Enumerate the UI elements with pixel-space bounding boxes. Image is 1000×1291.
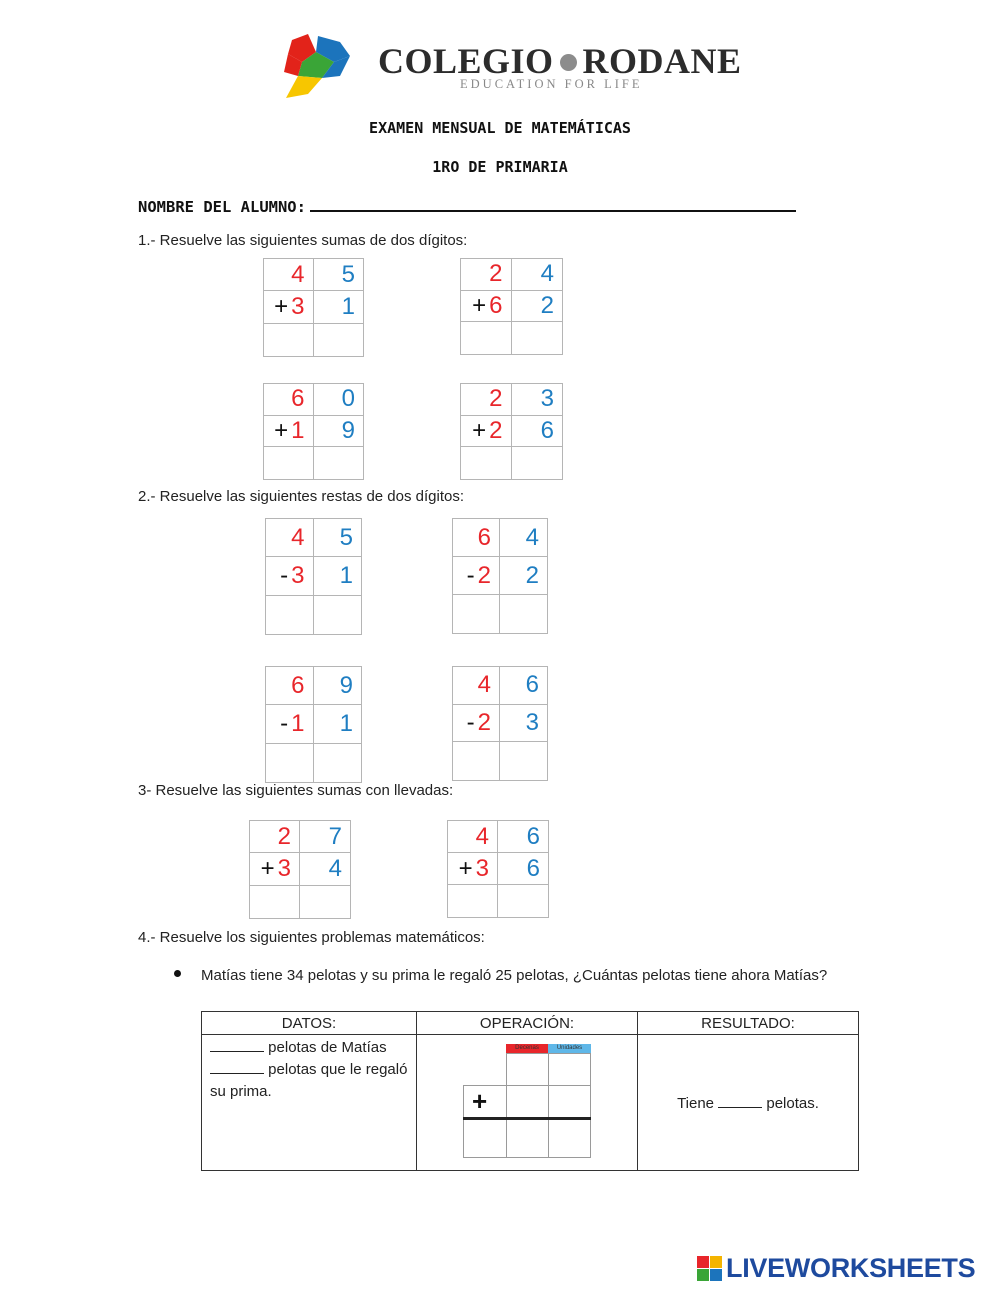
operator-sign: + xyxy=(472,416,487,444)
answer-tens-input[interactable] xyxy=(266,596,314,634)
problem-table xyxy=(201,1011,859,1171)
datos-cell xyxy=(202,1035,417,1171)
digit-units-top: 7 xyxy=(328,822,342,850)
tens-cell xyxy=(266,667,314,705)
student-name-input[interactable] xyxy=(310,196,796,212)
result-prefix: Tiene xyxy=(677,1095,715,1112)
op-cell[interactable] xyxy=(548,1053,591,1086)
units-cell xyxy=(300,853,350,885)
op-header-tens: Decenas xyxy=(506,1044,548,1053)
tens-cell xyxy=(461,259,512,291)
tens-cell xyxy=(250,853,300,885)
digit-tens-top: 2 xyxy=(489,385,503,413)
answer-tens-input[interactable] xyxy=(453,742,500,780)
answer-units-input[interactable] xyxy=(314,447,364,479)
operator-sign: + xyxy=(274,416,289,444)
digit-tens-top: 2 xyxy=(489,260,503,288)
units-cell xyxy=(314,519,362,557)
units-cell xyxy=(512,384,563,416)
tens-cell xyxy=(461,384,512,416)
digit-units-top: 9 xyxy=(339,671,353,699)
tens-cell xyxy=(264,416,314,448)
logo-dot-icon xyxy=(560,54,577,71)
operator-sign: - xyxy=(280,561,289,589)
digit-tens-bottom: 2 xyxy=(477,708,491,736)
op-cell[interactable] xyxy=(506,1053,549,1086)
digit-tens-bottom: 2 xyxy=(489,416,503,444)
units-cell xyxy=(314,291,364,323)
digit-tens-top: 4 xyxy=(477,671,491,699)
exam-title: EXAMEN MENSUAL DE MATEMÁTICAS xyxy=(369,119,631,137)
operator-sign: + xyxy=(458,854,473,882)
digit-tens-bottom: 2 xyxy=(477,561,491,589)
units-cell xyxy=(512,259,563,291)
digit-units-top: 5 xyxy=(341,260,355,288)
school-name: COLEGIO RODANE xyxy=(378,41,742,81)
tens-cell xyxy=(453,667,500,705)
digit-units-bottom: 4 xyxy=(328,854,342,882)
answer-tens-input[interactable] xyxy=(461,447,512,479)
op-cell[interactable] xyxy=(506,1085,549,1119)
digit-tens-top: 2 xyxy=(277,822,291,850)
problem-text: Matías tiene 34 pelotas y su prima le regaló 25 pelotas, ¿Cuántas pelotas tiene ahora Matías? xyxy=(201,967,828,984)
digit-tens-bottom: 1 xyxy=(291,416,305,444)
answer-tens-input[interactable] xyxy=(266,744,314,782)
datos-text-1: pelotas de Matías xyxy=(268,1039,387,1056)
units-cell xyxy=(500,557,547,595)
digit-tens-top: 4 xyxy=(291,523,305,551)
digit-units-bottom: 6 xyxy=(526,854,540,882)
tens-cell xyxy=(266,519,314,557)
op-cell[interactable] xyxy=(548,1118,591,1158)
digit-units-top: 6 xyxy=(526,822,540,850)
q3-exercise-2 xyxy=(447,820,549,918)
answer-tens-input[interactable] xyxy=(264,324,314,356)
tens-cell xyxy=(448,853,498,885)
op-cell[interactable] xyxy=(548,1085,591,1119)
tens-cell xyxy=(264,259,314,291)
digit-tens-top: 4 xyxy=(291,260,305,288)
grade-label: 1RO DE PRIMARIA xyxy=(432,158,568,176)
digit-units-bottom: 3 xyxy=(525,708,539,736)
digit-tens-top: 6 xyxy=(291,385,305,413)
operation-grid xyxy=(463,1044,591,1158)
units-cell xyxy=(314,259,364,291)
digit-tens-bottom: 1 xyxy=(291,709,305,737)
student-name-row xyxy=(138,196,796,216)
answer-units-input[interactable] xyxy=(300,886,350,918)
digit-units-bottom: 9 xyxy=(341,416,355,444)
operator-sign: - xyxy=(466,561,475,589)
tens-cell xyxy=(266,705,314,743)
units-cell xyxy=(498,821,548,853)
digit-units-top: 4 xyxy=(540,260,554,288)
q1-exercise-4 xyxy=(460,383,563,480)
question-3-title: 3- Resuelve las siguientes sumas con llevadas: xyxy=(138,782,454,799)
question-2-title: 2.- Resuelve las siguientes restas de dos dígitos: xyxy=(138,488,465,505)
answer-units-input[interactable] xyxy=(512,322,563,354)
answer-units-input[interactable] xyxy=(500,742,547,780)
q1-exercise-2 xyxy=(460,258,563,355)
header-resultado: RESULTADO: xyxy=(638,1012,859,1035)
units-cell xyxy=(500,705,547,743)
q1-exercise-1 xyxy=(263,258,364,357)
units-cell xyxy=(314,416,364,448)
school-tagline: EDUCATION FOR LIFE xyxy=(460,77,643,91)
datos-input-2[interactable] xyxy=(210,1059,264,1074)
tens-cell xyxy=(264,291,314,323)
tens-cell xyxy=(266,557,314,595)
answer-units-input[interactable] xyxy=(512,447,563,479)
plus-sign: + xyxy=(472,1086,488,1116)
tens-cell xyxy=(453,557,500,595)
question-1-title: 1.- Resuelve las siguientes sumas de dos dígitos: xyxy=(138,232,468,249)
units-cell xyxy=(314,705,362,743)
q1-exercise-3 xyxy=(263,383,364,480)
school-logo-icon xyxy=(278,32,368,104)
units-cell xyxy=(512,416,563,448)
tens-cell xyxy=(264,384,314,416)
digit-units-bottom: 1 xyxy=(339,709,353,737)
units-cell xyxy=(500,519,547,557)
datos-input-1[interactable] xyxy=(210,1037,264,1052)
op-cell[interactable] xyxy=(463,1053,507,1086)
header-operacion: OPERACIÓN: xyxy=(417,1012,638,1035)
digit-tens-top: 6 xyxy=(477,523,491,551)
answer-units-input[interactable] xyxy=(314,744,362,782)
q2-exercise-4 xyxy=(452,666,548,781)
digit-tens-top: 4 xyxy=(475,822,489,850)
op-cell[interactable] xyxy=(506,1118,549,1158)
units-cell xyxy=(512,291,563,323)
units-cell xyxy=(314,384,364,416)
datos-text-2: pelotas que le regaló su prima. xyxy=(210,1061,408,1100)
question-4-title: 4.- Resuelve los siguientes problemas matemáticos: xyxy=(138,929,485,946)
q2-exercise-1 xyxy=(265,518,362,635)
answer-units-input[interactable] xyxy=(500,595,547,633)
operator-sign: + xyxy=(274,292,289,320)
units-cell xyxy=(300,821,350,853)
header-datos: DATOS: xyxy=(202,1012,417,1035)
digit-tens-bottom: 3 xyxy=(291,561,305,589)
q3-exercise-1 xyxy=(249,820,351,919)
digit-units-top: 4 xyxy=(525,523,539,551)
digit-units-bottom: 2 xyxy=(525,561,539,589)
resultado-cell xyxy=(638,1035,859,1171)
operator-sign: + xyxy=(260,854,275,882)
operator-sign: - xyxy=(280,709,289,737)
tens-cell xyxy=(461,291,512,323)
digit-tens-bottom: 6 xyxy=(489,291,503,319)
digit-units-bottom: 2 xyxy=(540,291,554,319)
tens-cell xyxy=(453,705,500,743)
result-suffix: pelotas. xyxy=(766,1095,819,1112)
digit-units-bottom: 1 xyxy=(339,561,353,589)
answer-tens-input[interactable] xyxy=(453,595,500,633)
op-cell[interactable] xyxy=(463,1118,507,1158)
result-input[interactable] xyxy=(718,1093,762,1108)
operator-sign: - xyxy=(466,708,475,736)
digit-tens-bottom: 3 xyxy=(475,854,489,882)
digit-tens-top: 6 xyxy=(291,671,305,699)
q2-exercise-2 xyxy=(452,518,548,634)
result-rule xyxy=(463,1117,591,1120)
digit-units-top: 3 xyxy=(540,385,554,413)
answer-tens-input[interactable] xyxy=(264,447,314,479)
student-name-label: NOMBRE DEL ALUMNO: xyxy=(138,198,306,216)
tens-cell xyxy=(453,519,500,557)
bullet-icon xyxy=(174,970,181,977)
digit-units-top: 5 xyxy=(339,523,353,551)
answer-units-input[interactable] xyxy=(498,885,548,917)
answer-tens-input[interactable] xyxy=(448,885,498,917)
tens-cell xyxy=(448,821,498,853)
tens-cell xyxy=(461,416,512,448)
units-cell xyxy=(314,557,362,595)
answer-units-input[interactable] xyxy=(314,324,364,356)
digit-units-bottom: 1 xyxy=(341,292,355,320)
tens-cell xyxy=(250,821,300,853)
digit-units-top: 0 xyxy=(341,385,355,413)
answer-tens-input[interactable] xyxy=(461,322,512,354)
units-cell xyxy=(500,667,547,705)
digit-units-top: 6 xyxy=(525,671,539,699)
op-header-units: Unidades xyxy=(548,1044,591,1053)
operacion-cell xyxy=(417,1035,638,1171)
q2-exercise-3 xyxy=(265,666,362,783)
operator-sign: + xyxy=(472,291,487,319)
digit-tens-bottom: 3 xyxy=(291,292,305,320)
answer-units-input[interactable] xyxy=(314,596,362,634)
digit-tens-bottom: 3 xyxy=(277,854,291,882)
units-cell xyxy=(498,853,548,885)
answer-tens-input[interactable] xyxy=(250,886,300,918)
units-cell xyxy=(314,667,362,705)
liveworksheets-brand: LIVEWORKSHEETS xyxy=(726,1253,976,1283)
digit-units-bottom: 6 xyxy=(540,416,554,444)
liveworksheets-icon xyxy=(697,1256,723,1282)
